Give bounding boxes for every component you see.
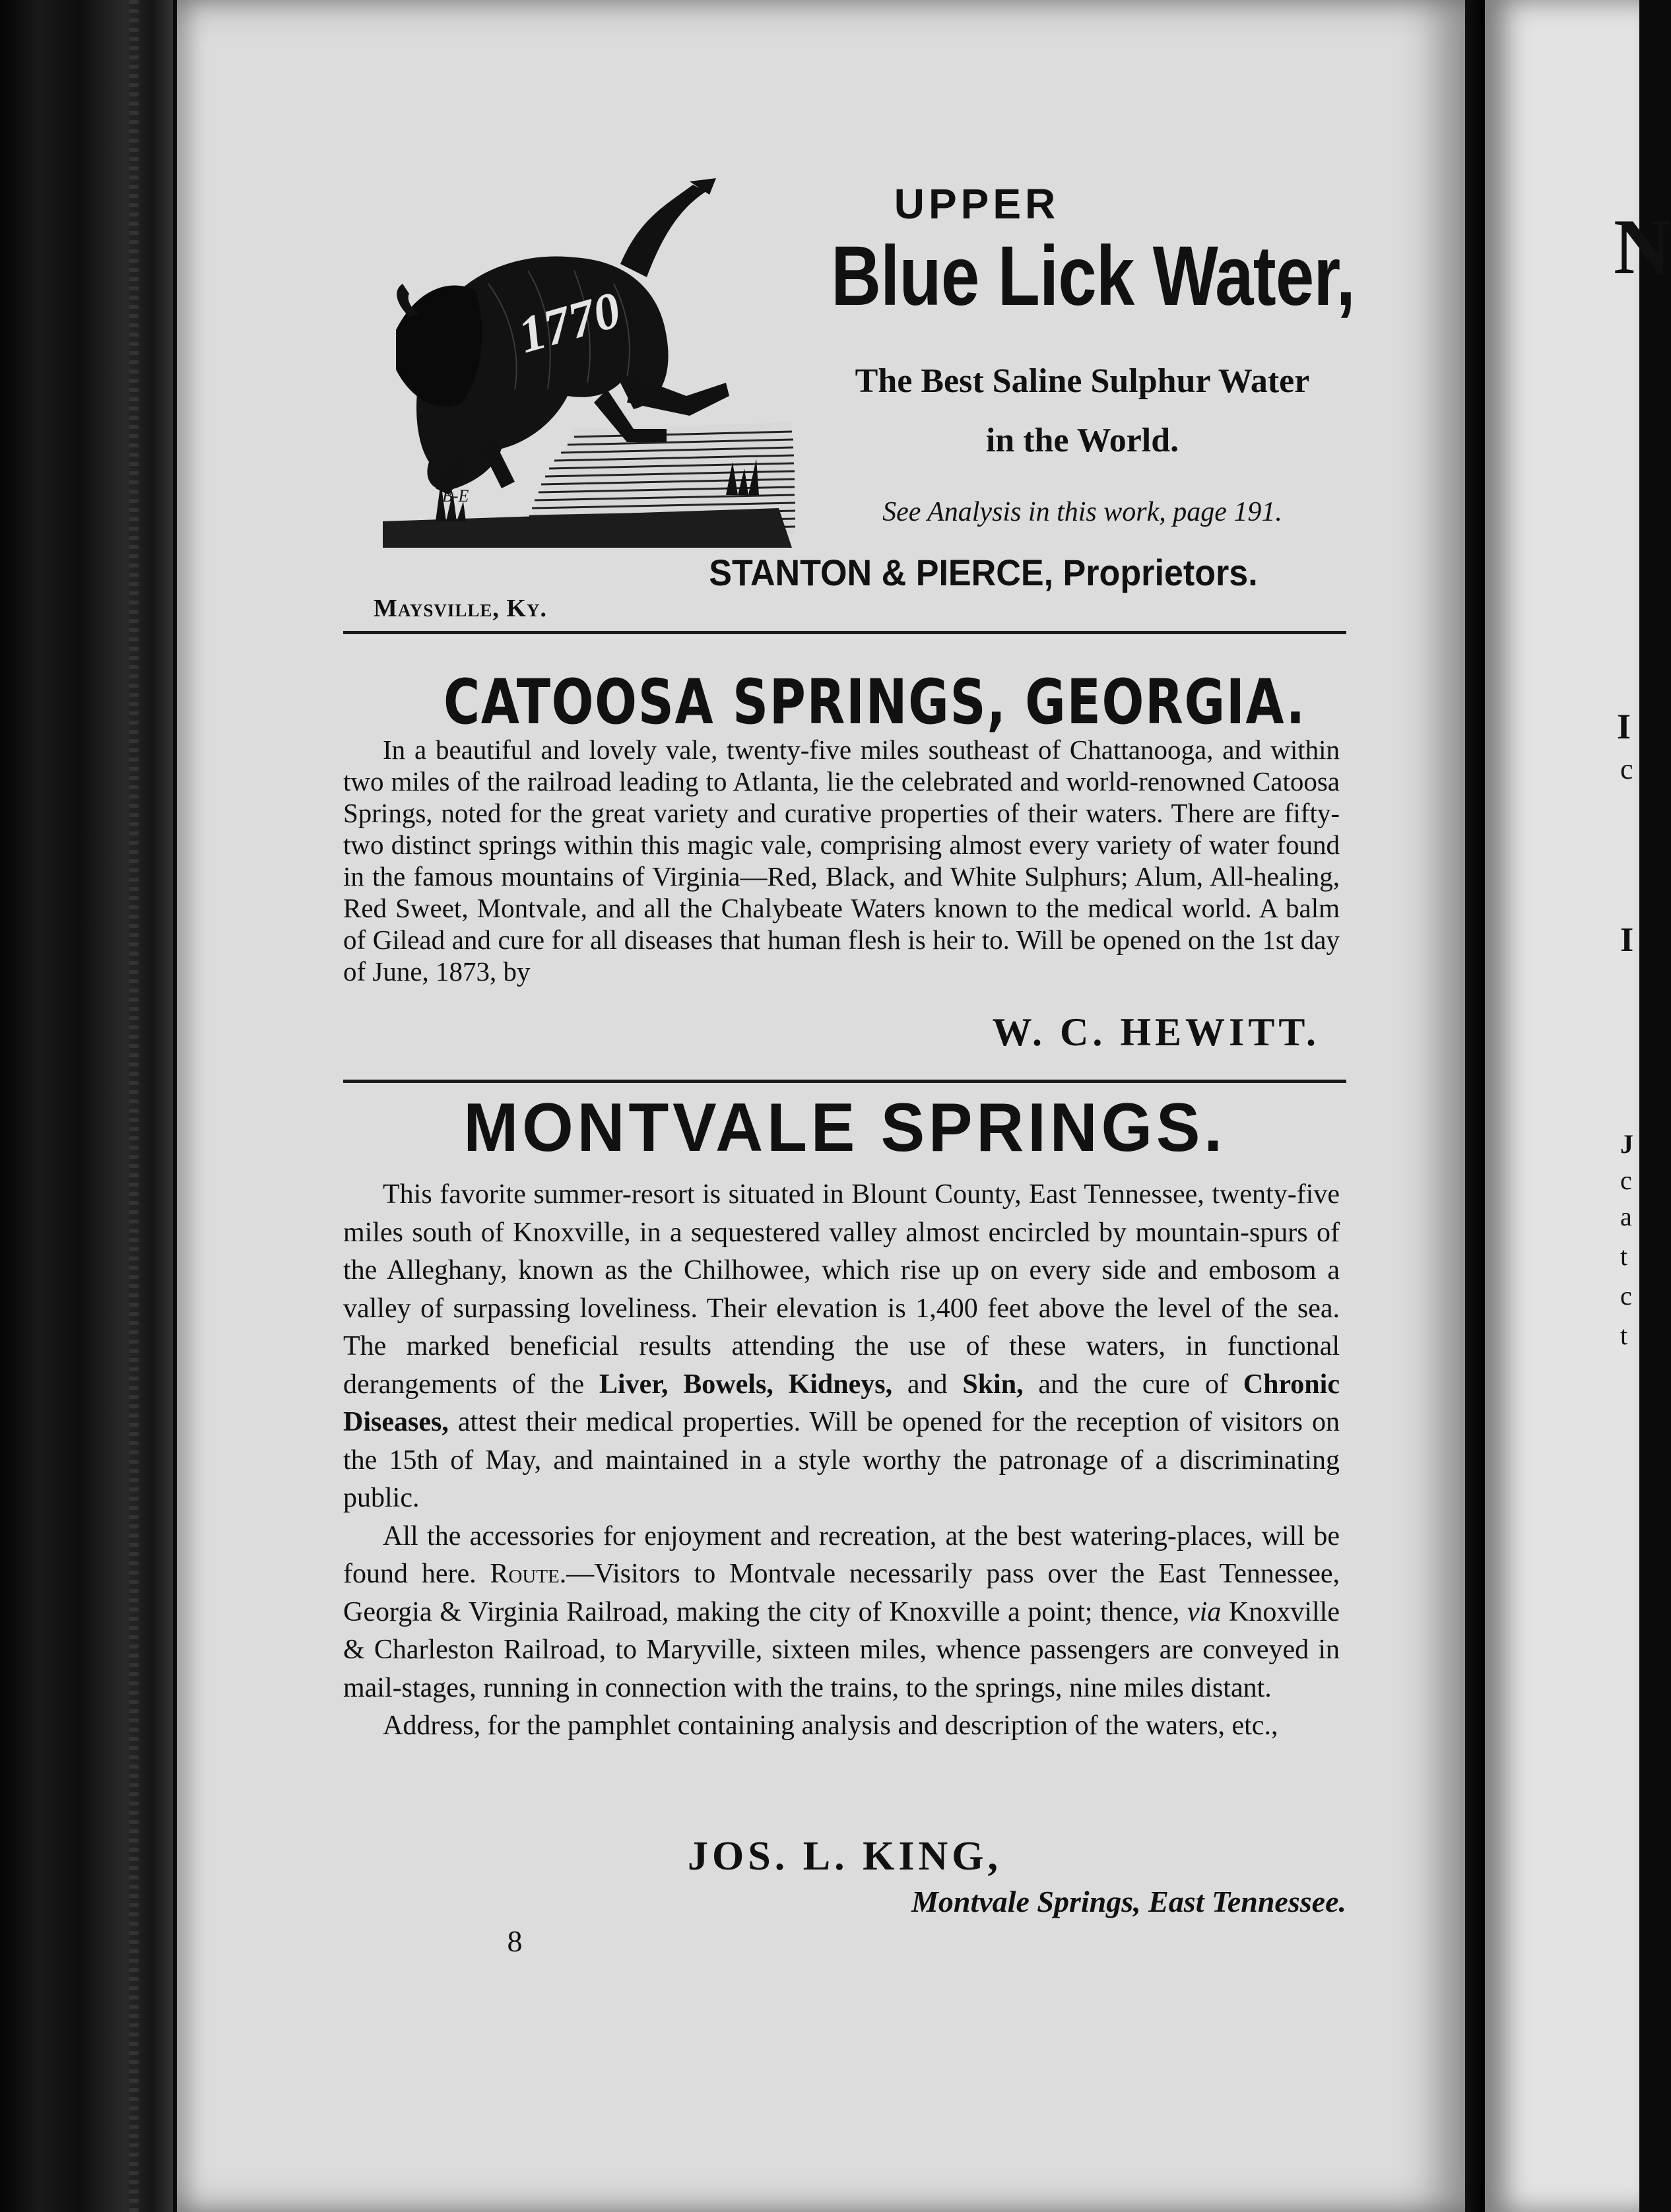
montvale-p2-route: Route.	[490, 1559, 567, 1589]
next-page-letter: I	[1617, 707, 1631, 746]
montvale-p2-text-a: All the accessories for enjoyment and recreation, at the best watering-places, will be found here.	[343, 1520, 1340, 1589]
next-page-edge	[1485, 0, 1671, 2212]
blue-lick-upper: UPPER	[894, 180, 1060, 228]
blue-lick-analysis-note: See Analysis in this work, page 191.	[882, 497, 1282, 527]
montvale-address: Montvale Springs, East Tennessee.	[911, 1885, 1346, 1918]
catoosa-paragraph: In a beautiful and lovely vale, twenty-five miles southeast of Chattanooga, and within two miles of the railroad leading to Atlanta, lie the celebrated and world-renowned Catoosa Springs, noted for the great variety and curative properties of their waters. There are fifty-two distinct springs within this magic vale, comprising almost every variety of water found in the famous mountains of Virginia—Red, Black, and White Sulphurs; Alum, All-healing, Red Sweet, Montvale, and all the Chalybeate Waters known to the medical world. A balm of Gilead and cure for all diseases that human flesh is heir to. Will be opened on the 1st day of June, 1873, by	[343, 734, 1340, 987]
next-page-letter: a	[1620, 1202, 1632, 1231]
montvale-heading: MONTVALE SPRINGS.	[463, 1090, 1226, 1166]
montvale-body	[343, 1176, 1340, 1745]
next-page-letter: c	[1620, 1281, 1632, 1311]
montvale-p1-and: and	[892, 1369, 963, 1400]
montvale-p2-text-b: —Visitors to Montvale necessarily pass over the East Tennessee, Georgia & Virginia Railroad, making the city of Knoxville a point; thence,	[343, 1559, 1340, 1627]
montvale-p1-cure: and the cure of	[1023, 1369, 1243, 1400]
blue-lick-tagline-1: The Best Saline Sulphur Water	[855, 362, 1310, 400]
buffalo-tail	[620, 185, 706, 277]
montvale-p1-skin: Skin,	[962, 1369, 1024, 1400]
blue-lick-proprietors: STANTON & PIERCE, Proprietors.	[709, 552, 1258, 593]
montvale-p1-chronic: Chronic Diseases,	[343, 1369, 1340, 1437]
montvale-p1-text-a: This favorite summer-resort is situated in Blount County, East Tennessee, twenty-five miles south of Knoxville, in a sequestered valley almost encircled by mountain-spurs of the Alleghany, known as the Chilhowee, which rise up on every side and embosom a valley of surpassing loveliness. Their elevation is 1,400 feet above the level of the sea. The marked beneficial results attending the use of these waters, in functional derangements of the	[343, 1179, 1340, 1400]
blue-lick-tagline-2: in the World.	[985, 422, 1179, 459]
next-page-letter: c	[1620, 753, 1633, 785]
montvale-p2-via: via	[1187, 1596, 1222, 1627]
montvale-paragraph-1	[343, 1176, 1340, 1518]
buffalo-brand-year: 1770	[511, 280, 627, 364]
catoosa-body	[343, 734, 1340, 987]
section-divider-1	[343, 631, 1346, 634]
page-number: 8	[507, 1924, 523, 1958]
next-page-letter: t	[1620, 1241, 1628, 1271]
next-page-letter: I	[1620, 921, 1634, 959]
blue-lick-title: Blue Lick Water,	[831, 229, 1355, 323]
catoosa-heading: CATOOSA SPRINGS, GEORGIA.	[443, 667, 1306, 738]
book-spine	[0, 0, 173, 2212]
woodcut-signature: B-E	[442, 486, 469, 505]
section-divider-2	[343, 1080, 1346, 1083]
montvale-signature: JOS. L. KING,	[688, 1834, 1002, 1879]
montvale-p1-liver: Liver, Bowels, Kidneys,	[599, 1369, 893, 1400]
montvale-p1-text-b: attest their medical properties. Will be opened for the reception of visitors on the 15th of May, and maintained in a style worthy the patronage of a discriminating public.	[343, 1407, 1340, 1513]
montvale-paragraph-3: Address, for the pamphlet containing analysis and description of the waters, etc.,	[383, 1710, 1278, 1741]
page-gutter	[1465, 0, 1485, 2212]
next-page-letter: N	[1614, 203, 1671, 290]
next-page-letter: J	[1620, 1129, 1633, 1159]
next-page-letter: c	[1620, 1165, 1632, 1195]
buffalo-woodcut	[356, 178, 812, 554]
catoosa-signature: W. C. HEWITT.	[992, 1010, 1320, 1054]
next-page-letter: t	[1620, 1320, 1628, 1350]
blue-lick-location: Maysville, Ky.	[374, 595, 547, 622]
montvale-paragraph-2	[343, 1518, 1340, 1708]
montvale-p2-text-c: Knoxville & Charleston Railroad, to Maryville, sixteen miles, whence passengers are conveyed in mail-stages, running in connection with the trains, to the springs, nine miles distant.	[343, 1596, 1340, 1703]
